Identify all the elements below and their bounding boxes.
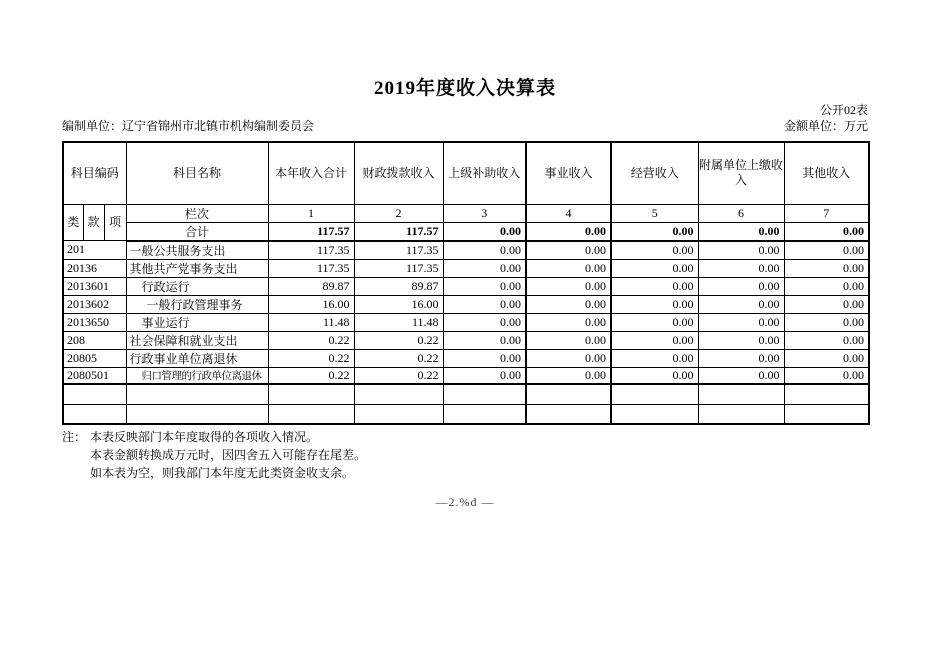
value-cell: 0.00 [784, 367, 869, 384]
col-header-operating-income: 经营收入 [611, 142, 698, 204]
value-cell: 0.00 [526, 313, 611, 331]
value-cell [698, 384, 784, 404]
value-cell [443, 404, 526, 424]
col-header-section: 款 [83, 204, 104, 241]
value-cell: 0.00 [611, 295, 698, 313]
value-cell: 89.87 [268, 277, 354, 295]
meta-row [62, 119, 868, 134]
col-num-4: 4 [526, 204, 611, 222]
table-row [63, 313, 869, 331]
value-cell: 16.00 [354, 295, 443, 313]
value-cell: 0.00 [698, 313, 784, 331]
subject-name-cell: 一般行政管理事务 [126, 295, 268, 313]
value-cell: 0.00 [611, 277, 698, 295]
note-line: 如本表为空，则我部门本年度无此类资金收支余。 [90, 466, 355, 480]
value-cell: 0.00 [611, 331, 698, 349]
value-cell: 0.00 [526, 295, 611, 313]
value-cell: 0.00 [526, 259, 611, 277]
value-cell [526, 384, 611, 404]
col-header-subordinate-remit: 附属单位上缴收入 [698, 142, 784, 204]
note-line: 本表反映部门本年度取得的各项收入情况。 [90, 430, 319, 444]
value-cell: 0.22 [268, 349, 354, 367]
table-row [63, 295, 869, 313]
subject-name-cell: 行政运行 [126, 277, 268, 295]
col-header-total-income: 本年收入合计 [268, 142, 354, 204]
subject-code-cell: 2013602 [63, 295, 126, 313]
col-header-subject-code: 科目编码 [63, 142, 126, 204]
value-cell: 0.00 [611, 241, 698, 260]
value-cell: 0.00 [784, 277, 869, 295]
col-header-item: 项 [104, 204, 126, 241]
subject-code-cell: 20805 [63, 349, 126, 367]
col-header-other-income: 其他收入 [784, 142, 869, 204]
page-number: —2.%d — [435, 495, 495, 509]
total-value-6: 0.00 [698, 222, 784, 241]
col-num-1: 1 [268, 204, 354, 222]
value-cell: 89.87 [354, 277, 443, 295]
value-cell: 0.00 [784, 349, 869, 367]
value-cell: 0.00 [443, 313, 526, 331]
subject-name-cell: 社会保障和就业支出 [126, 331, 268, 349]
value-cell: 11.48 [268, 313, 354, 331]
subject-code-cell: 20136 [63, 259, 126, 277]
value-cell: 0.00 [443, 367, 526, 384]
col-num-5: 5 [611, 204, 698, 222]
income-table [62, 141, 870, 425]
subject-code-cell [63, 404, 126, 424]
value-cell: 117.35 [268, 241, 354, 260]
value-cell: 0.00 [443, 277, 526, 295]
value-cell: 0.00 [611, 349, 698, 367]
value-cell: 0.00 [526, 349, 611, 367]
value-cell [784, 384, 869, 404]
empty-row [63, 404, 869, 424]
value-cell: 0.00 [526, 331, 611, 349]
report-sheet [62, 76, 868, 510]
total-row [63, 222, 869, 241]
subject-code-cell [63, 384, 126, 404]
value-cell: 117.35 [354, 241, 443, 260]
value-cell: 117.35 [354, 259, 443, 277]
value-cell: 0.00 [698, 259, 784, 277]
total-value-1: 117.57 [268, 222, 354, 241]
value-cell: 0.00 [526, 241, 611, 260]
value-cell [611, 384, 698, 404]
total-value-7: 0.00 [784, 222, 869, 241]
page-title: 2019年度收入决算表 [373, 78, 556, 99]
value-cell [526, 404, 611, 424]
value-cell [354, 404, 443, 424]
col-header-superior-subsidy: 上级补助收入 [443, 142, 526, 204]
amount-unit: 金额单位：万元 [783, 119, 868, 133]
value-cell: 0.00 [443, 331, 526, 349]
value-cell: 117.35 [268, 259, 354, 277]
subject-name-cell [126, 404, 268, 424]
subject-name-cell: 其他共产党事务支出 [126, 259, 268, 277]
subject-code-cell: 2080501 [63, 367, 126, 384]
value-cell: 0.00 [443, 259, 526, 277]
value-cell: 16.00 [268, 295, 354, 313]
subject-name-cell: 归口管理的行政单位离退休 [126, 367, 268, 384]
value-cell: 0.00 [443, 349, 526, 367]
subject-name-cell: 一般公共服务支出 [126, 241, 268, 260]
value-cell [611, 404, 698, 424]
notes-lines [90, 428, 366, 482]
value-cell: 0.00 [784, 241, 869, 260]
total-value-5: 0.00 [611, 222, 698, 241]
value-cell: 0.00 [698, 241, 784, 260]
value-cell: 0.00 [526, 277, 611, 295]
subject-code-cell: 2013650 [63, 313, 126, 331]
col-num-3: 3 [443, 204, 526, 222]
table-row [63, 349, 869, 367]
col-num-6: 6 [698, 204, 784, 222]
value-cell: 0.00 [698, 331, 784, 349]
doc-number: 公开02表 [819, 103, 868, 117]
subject-code-cell: 2013601 [63, 277, 126, 295]
value-cell: 0.00 [611, 313, 698, 331]
subject-code-cell: 208 [63, 331, 126, 349]
value-cell: 0.22 [354, 349, 443, 367]
value-cell: 0.00 [611, 259, 698, 277]
value-cell [268, 384, 354, 404]
value-cell: 0.00 [443, 295, 526, 313]
table-row [63, 277, 869, 295]
note-line: 本表金额转换成万元时，因四舍五入可能存在尾差。 [90, 448, 367, 462]
table-row [63, 259, 869, 277]
column-index-row [63, 204, 869, 222]
col-header-business-income: 事业收入 [526, 142, 611, 204]
value-cell: 0.00 [784, 295, 869, 313]
subject-name-cell: 事业运行 [126, 313, 268, 331]
total-value-2: 117.57 [354, 222, 443, 241]
value-cell [698, 404, 784, 424]
col-header-class: 类 [63, 204, 83, 241]
table-row [63, 241, 869, 260]
prepared-by: 编制单位：辽宁省锦州市北镇市机构编制委员会 [62, 119, 315, 133]
total-label: 合计 [126, 222, 268, 241]
value-cell: 0.00 [784, 331, 869, 349]
value-cell: 0.00 [698, 349, 784, 367]
value-cell: 0.22 [268, 367, 354, 384]
value-cell: 0.00 [698, 277, 784, 295]
col-header-subject-name: 科目名称 [126, 142, 268, 204]
value-cell: 0.00 [443, 241, 526, 260]
value-cell [268, 404, 354, 424]
value-cell: 0.22 [354, 331, 443, 349]
table-row [63, 367, 869, 384]
value-cell: 0.22 [268, 331, 354, 349]
subject-code-cell: 201 [63, 241, 126, 260]
total-value-3: 0.00 [443, 222, 526, 241]
value-cell: 0.00 [698, 367, 784, 384]
total-value-4: 0.00 [526, 222, 611, 241]
value-cell [443, 384, 526, 404]
table-row [63, 331, 869, 349]
table-body [63, 241, 869, 425]
notes-label: 注： [62, 430, 87, 444]
notes-block [62, 428, 868, 482]
value-cell: 0.00 [526, 367, 611, 384]
subject-name-cell [126, 384, 268, 404]
col-num-7: 7 [784, 204, 869, 222]
value-cell: 0.00 [784, 313, 869, 331]
value-cell [784, 404, 869, 424]
value-cell [354, 384, 443, 404]
value-cell: 0.00 [611, 367, 698, 384]
col-num-2: 2 [354, 204, 443, 222]
value-cell: 11.48 [354, 313, 443, 331]
lanci-label: 栏次 [126, 204, 268, 222]
empty-row [63, 384, 869, 404]
value-cell: 0.00 [698, 295, 784, 313]
subject-name-cell: 行政事业单位离退休 [126, 349, 268, 367]
col-header-fiscal-appropriation: 财政拨款收入 [354, 142, 443, 204]
value-cell: 0.00 [784, 259, 869, 277]
table-header-row [63, 142, 869, 204]
value-cell: 0.22 [354, 367, 443, 384]
